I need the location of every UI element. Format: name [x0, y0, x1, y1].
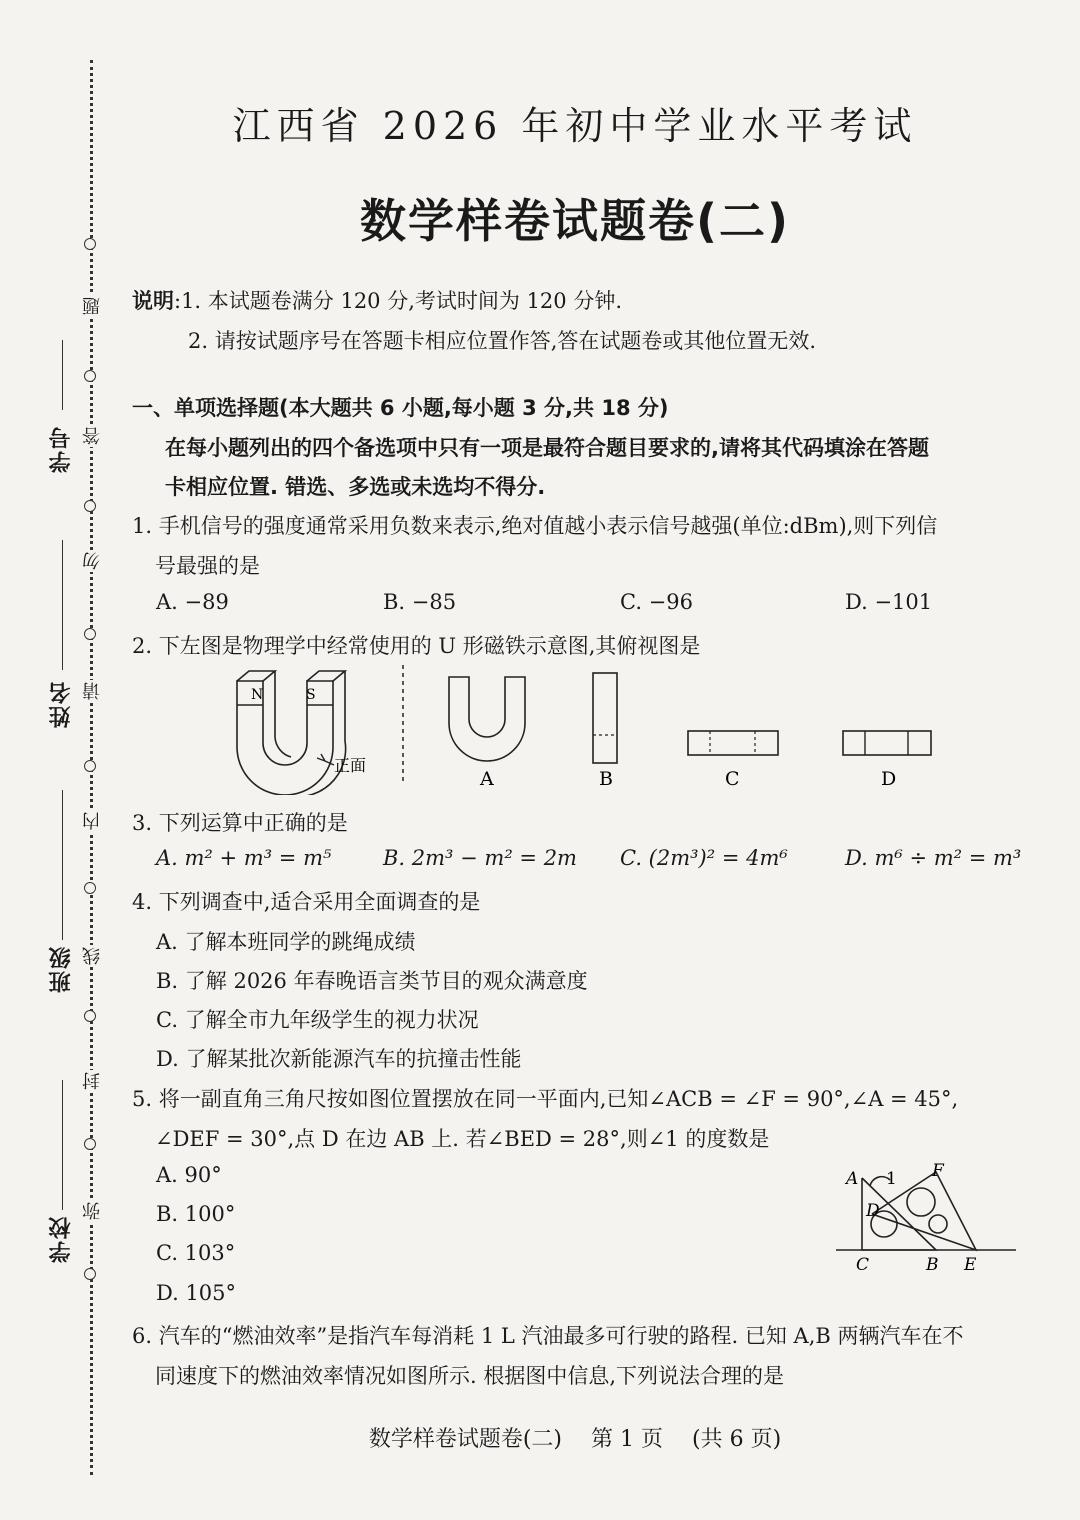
- q3-option-b: B. 2m³ − m² = 2m: [383, 846, 577, 870]
- seal-char: 线: [80, 945, 106, 967]
- label-d: D: [866, 1201, 880, 1221]
- q1-stem-1: 1. 手机信号的强度通常采用负数来表示,绝对值越小表示信号越强(单位:dBm),则下列信: [132, 514, 938, 538]
- footer-total: (共 6 页): [692, 1427, 782, 1452]
- seal-circle: [84, 760, 96, 772]
- q5-option-c: C. 103°: [156, 1241, 236, 1265]
- q4-option-a: A. 了解本班同学的跳绳成绩: [156, 930, 416, 954]
- q4-option-d: D. 了解某批次新能源汽车的抗撞击性能: [156, 1047, 522, 1071]
- paper-title: 数学样卷试题卷(二): [359, 194, 791, 248]
- notes-line-1: [132, 285, 622, 315]
- q1-option-c: C. −96: [620, 590, 693, 614]
- q1-option-d: D. −101: [845, 590, 933, 614]
- student-id-label: 学号: [48, 425, 74, 473]
- class-blank: [62, 790, 63, 940]
- exam-title: 江西省 2026 年初中学业水平考试: [232, 104, 918, 148]
- q5-stem-1: 5. 将一副直角三角尺按如图位置摆放在同一平面内,已知∠ACB = ∠F = 90°,∠A = 45°,: [132, 1087, 959, 1111]
- q2-option-b-letter: B: [599, 768, 613, 790]
- q5-option-d: D. 105°: [156, 1281, 237, 1305]
- school-blank: [62, 1080, 63, 1210]
- q2-option-c-letter: C: [725, 768, 740, 790]
- label-e: E: [964, 1255, 977, 1275]
- seal-char: 请: [80, 680, 106, 702]
- q3-option-d: D. m⁶ ÷ m² = m³: [845, 846, 1022, 870]
- q1-option-a: A. −89: [156, 590, 229, 614]
- class-label: 班级: [48, 945, 74, 993]
- option-d-shape: [843, 731, 931, 755]
- notes-line-2: 2. 请按试题序号在答题卡相应位置作答,答在试题卷或其他位置无效.: [188, 329, 817, 353]
- q2-option-d-letter: D: [881, 768, 897, 790]
- q6-stem-2: 同速度下的燃油效率情况如图所示. 根据图中信息,下列说法合理的是: [155, 1364, 785, 1388]
- option-c-shape: [688, 731, 778, 755]
- seal-char: 内: [80, 810, 106, 832]
- seal-circle: [84, 1010, 96, 1022]
- magnet-n-label: N: [251, 687, 264, 703]
- magnet-s-label: S: [306, 687, 316, 703]
- seal-char: 封: [80, 1070, 106, 1092]
- magnet-front-label: 正面: [334, 756, 367, 775]
- q2-figure: [225, 665, 985, 795]
- q4-option-c: C. 了解全市九年级学生的视力状况: [156, 1008, 479, 1032]
- seal-circle: [84, 628, 96, 640]
- page-footer: [0, 1422, 1080, 1453]
- option-b-shape: [593, 673, 617, 763]
- seal-circle: [84, 370, 96, 382]
- school-label: 学校: [48, 1215, 74, 1263]
- section-instruction-1: 在每小题列出的四个备选项中只有一项是最符合题目要求的,请将其代码填涂在答题: [165, 436, 929, 460]
- notes-label: 说明: [132, 289, 174, 313]
- label-b: B: [926, 1255, 939, 1275]
- q5-option-b: B. 100°: [156, 1202, 236, 1226]
- q1-stem-2: 号最强的是: [155, 554, 260, 578]
- section-instruction-2: 卡相应位置. 错选、多选或未选均不得分.: [165, 475, 546, 499]
- q1-option-b: B. −85: [383, 590, 457, 614]
- footer-page: 第 1 页: [591, 1427, 663, 1452]
- seal-circle: [84, 1268, 96, 1280]
- footer-paper: 数学样卷试题卷(二): [368, 1427, 563, 1452]
- q3-option-c: C. (2m³)² = 4m⁶: [620, 846, 788, 870]
- q2-option-a-letter: A: [480, 768, 494, 790]
- q5-stem-2: ∠DEF = 30°,点 D 在边 AB 上. 若∠BED = 28°,则∠1 的度数是: [155, 1127, 770, 1151]
- q4-option-b: B. 了解 2026 年春晚语言类节目的观众满意度: [156, 969, 588, 993]
- q2-stem: 2. 下左图是物理学中经常使用的 U 形磁铁示意图,其俯视图是: [132, 634, 701, 658]
- label-a: A: [846, 1169, 859, 1189]
- section-heading: 一、单项选择题(本大题共 6 小题,每小题 3 分,共 18 分): [132, 396, 669, 420]
- label-f: F: [932, 1161, 944, 1181]
- q3-option-a: A. m² + m³ = m⁵: [156, 846, 332, 870]
- student-id-blank: [62, 340, 63, 410]
- seal-char: 答: [80, 425, 106, 447]
- seal-circle: [84, 1138, 96, 1150]
- name-label: 姓名: [48, 680, 74, 728]
- seal-char: 勿: [80, 550, 106, 572]
- q5-option-a: A. 90°: [156, 1163, 222, 1187]
- seal-char: 弥: [80, 1200, 106, 1222]
- seal-circle: [84, 500, 96, 512]
- q4-stem: 4. 下列调查中,适合采用全面调查的是: [132, 890, 481, 914]
- q3-stem: 3. 下列运算中正确的是: [132, 811, 348, 835]
- label-c: C: [856, 1255, 870, 1275]
- q5-triangle-figure: [830, 1158, 1030, 1278]
- option-a-shape: [449, 677, 525, 761]
- q6-stem-1: 6. 汽车的“燃油效率”是指汽车每消耗 1 L 汽油最多可行驶的路程. 已知 A,B 两辆汽车在不: [132, 1324, 964, 1348]
- notes-text-1: :1. 本试题卷满分 120 分,考试时间为 120 分钟.: [174, 289, 623, 313]
- label-1: 1: [886, 1169, 897, 1189]
- seal-circle: [84, 882, 96, 894]
- name-blank: [62, 540, 63, 670]
- seal-char: 题: [80, 295, 106, 317]
